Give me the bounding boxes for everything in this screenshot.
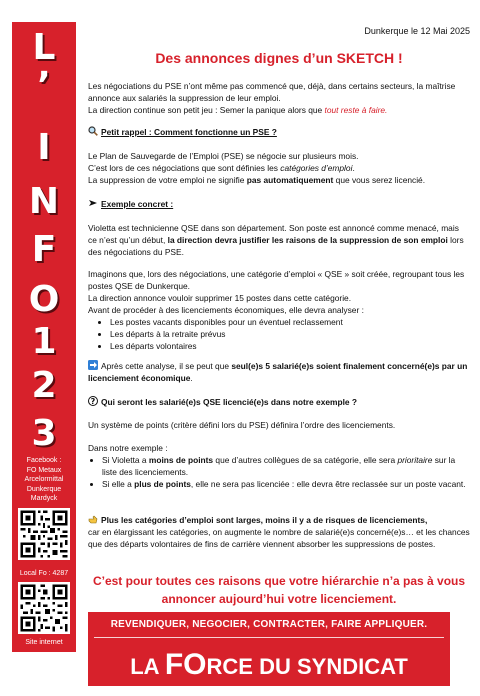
union-tagline: LA FORCE DU SYNDICAT: [130, 648, 408, 681]
example-paragraph-1: Violetta est technicienne QSE dans son département. Son poste est annoncé comme menacé, mais ce n’est qu’un début, la direction devra justifier les raisons de la suppression de son emploi lors des négociations du PSE.: [88, 223, 464, 257]
who-example: Dans notre exemple : • Si Violetta a moins de points que d’autres collègues de sa catégorie, elle sera prioritaire sur la liste des licenciements. • Si elle a plus de points, elle ne sera pas licenciée : elle devra être reclassée sur un poste vacant.: [88, 442, 470, 490]
slogan-banner: [88, 612, 450, 686]
blue-arrow-icon: [88, 360, 98, 370]
page-title: Des annonces dignes d’un SKETCH !: [155, 50, 403, 66]
closing-statement: C’est pour toutes ces raisons que votre hiérarchie n’a pas à vous annoncer aujourd’hui votre licenciement.: [92, 574, 466, 606]
banner-divider: [94, 637, 444, 638]
list-item: • Si elle a plus de points, elle ne sera pas licenciée : elle devra être reclassée sur un poste vacant.: [102, 478, 470, 490]
website-label: Site internet: [25, 639, 63, 646]
masthead-letter: O: [28, 279, 60, 320]
website-qr-code-icon[interactable]: [18, 582, 70, 634]
section-who-heading: ? Qui seront les salarié(e)s QSE licencié(e)s dans notre exemple ?: [88, 396, 470, 408]
arrow-right-icon: [88, 198, 98, 208]
example-conclusion: Après cette analyse, il se peut que seul(e)s 5 salarié(e)s soient finalement concerné(e)s par un licenciement économique.: [88, 361, 468, 383]
masthead-letter: 1: [31, 321, 57, 362]
reminder-paragraph: Le Plan de Sauvegarde de l’Emploi (PSE) se négocie sur plusieurs mois. C’est lors de ces négociations que sont définies les catégories d’emploi. La suppression de votre emploi ne signifie pas automatiquement que vous serez licencié.: [88, 151, 426, 185]
masthead-letter: I: [37, 127, 51, 168]
facebook-label: Facebook : FO Metaux Arcelormittal Dunkerque Mardyck: [24, 457, 64, 502]
masthead-letter: F: [31, 229, 57, 270]
who-paragraph: Un système de points (critère défini lors du PSE) définira l’ordre des licenciements.: [88, 420, 396, 430]
local-label: Local Fo : 4287: [19, 570, 69, 577]
magnifier-icon: [88, 126, 98, 136]
masthead-letter: ’: [37, 65, 51, 106]
question-icon: [88, 396, 98, 406]
list-item: • Les départs à la retraite prévus: [110, 328, 470, 340]
intro-paragraph: Les négociations du PSE n’ont même pas commencé que, déjà, dans certains secteurs, la maîtrise annonce aux salariés la suppression de leur emploi. La direction continue son petit jeu : Semer la panique alors que tout reste à faire.: [88, 81, 456, 115]
date: Dunkerque le 12 Mai 2025: [364, 26, 470, 36]
list-item: • Les départs volontaires: [110, 340, 470, 352]
svg-text:?: ?: [90, 397, 96, 406]
list-item: • Si Violetta a moins de points que d’autres collègues de sa catégorie, elle sera prioritaire sur la liste des licenciements.: [102, 454, 470, 478]
slogan-text: REVENDIQUER, NEGOCIER, CONTRACTER, FAIRE APPLIQUER.: [110, 619, 428, 630]
analysis-list: [88, 316, 470, 352]
facebook-qr-code-icon[interactable]: [18, 508, 70, 560]
categories-paragraph: Plus les catégories d’emploi sont larges, moins il y a de risques de licenciements, car en élargissant les catégories, on augmente le nombre de salarié(e)s concerné(e)s… et les chances que des départs volontaires de fins de carrière viennent absorber les suppressions de postes.: [88, 515, 470, 549]
section-reminder-heading: Petit rappel : Comment fonctionne un PSE ?: [88, 126, 470, 138]
pointing-hand-icon: [88, 514, 98, 524]
masthead-letter: L: [32, 27, 56, 68]
example-paragraph-2: Imaginons que, lors des négociations, une catégorie d’emploi « QSE » soit créée, regroupant tous les postes QSE de Dunkerque. La direction annonce vouloir supprimer 15 postes dans cette catégorie. Avant de procéder à des licenciements économiques, elle devra analyser : • Les postes vacants disponibles pour un éventuel reclassement • Les départs à la retraite prévus • Les départs volontaires: [88, 268, 470, 352]
masthead-letter: 2: [31, 365, 57, 406]
masthead-letter: 3: [31, 413, 57, 454]
sidebar: [12, 22, 76, 652]
masthead-letter: N: [28, 181, 60, 222]
points-list: [88, 454, 470, 490]
section-example-heading: Exemple concret :: [88, 198, 470, 210]
list-item: • Les postes vacants disponibles pour un éventuel reclassement: [110, 316, 470, 328]
